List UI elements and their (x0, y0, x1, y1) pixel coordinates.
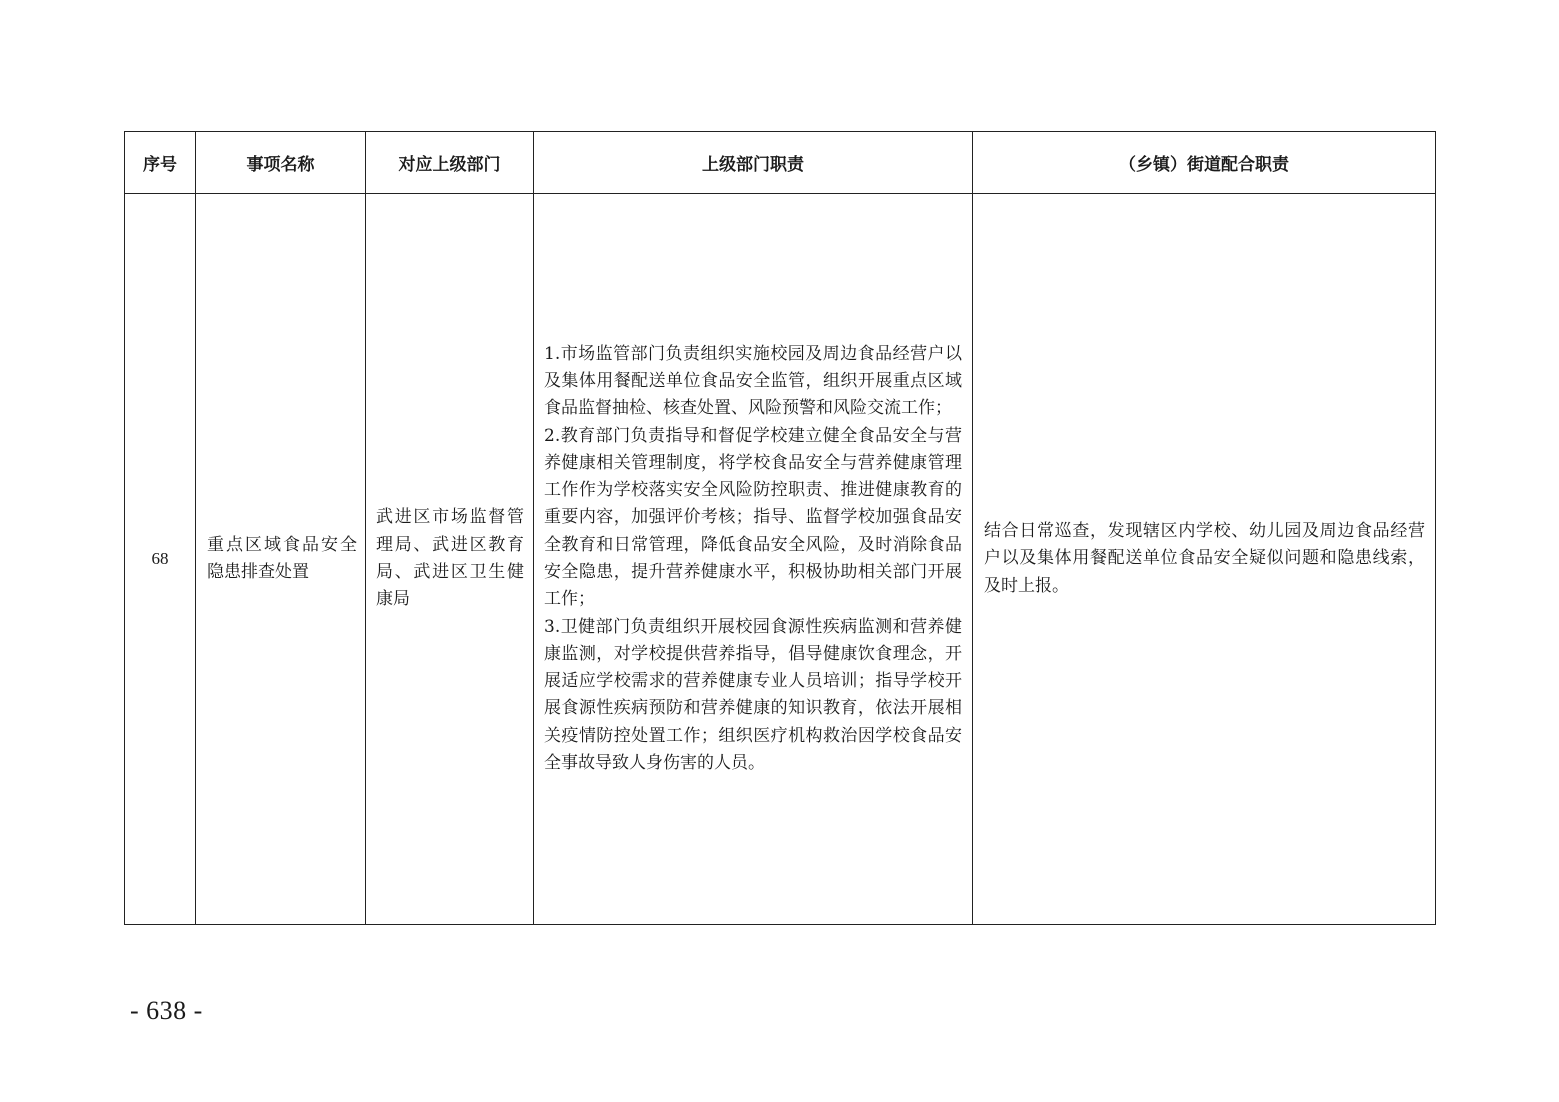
row-item-name: 重点区域食品安全隐患排查处置 (207, 534, 357, 582)
row-superior-duty (534, 341, 972, 778)
header-row (125, 132, 1436, 194)
duty-item-market: 1.市场监管部门负责组织实施校园及周边食品经营户以及集体用餐配送单位食品安全监管，组织开展重点区域食品监督抽检、核查处置、风险预警和风险交流工作； (544, 343, 962, 419)
table-header (125, 132, 1436, 194)
row-street-duty-cell (973, 194, 1436, 925)
table-body (125, 194, 1436, 925)
page-number: - 638 - (130, 996, 203, 1025)
row-street-duty: 结合日常巡查，发现辖区内学校、幼儿园及周边食品经营户以及集体用餐配送单位食品安全疑似问题和隐患线索，及时上报。 (984, 521, 1425, 596)
row-item-name-cell (196, 194, 366, 925)
header-item-name: 事项名称 (196, 132, 366, 194)
row-superior-dept-cell (366, 194, 534, 925)
row-index: 68 (125, 194, 196, 925)
header-index: 序号 (125, 132, 196, 194)
header-street-duty: （乡镇）街道配合职责 (973, 132, 1436, 194)
row-superior-dept: 武进区市场监督管理局、武进区教育局、武进区卫生健康局 (376, 507, 524, 610)
duty-table (124, 131, 1436, 925)
row-superior-duty-cell (534, 194, 973, 925)
duty-item-education: 2.教育部门负责指导和督促学校建立健全食品安全与营养健康相关管理制度，将学校食品安全与营养健康管理工作作为学校落实安全风险防控职责、推进健康教育的重要内容，加强评价考核；指导、监督学校加强食品安全教育和日常管理，降低食品安全风险，及时消除食品安全隐患，提升营养健康水平，积极协助相关部门开展工作； (544, 425, 962, 610)
header-superior-dept: 对应上级部门 (366, 132, 534, 194)
table-row (125, 194, 1436, 925)
header-superior-duty: 上级部门职责 (534, 132, 973, 194)
duty-item-health: 3.卫健部门负责组织开展校园食源性疾病监测和营养健康监测，对学校提供营养指导，倡导健康饮食理念，开展适应学校需求的营养健康专业人员培训；指导学校开展食源性疾病预防和营养健康的知识教育，依法开展相关疫情防控处置工作；组织医疗机构救治因学校食品安全事故导致人身伤害的人员。 (544, 616, 962, 774)
